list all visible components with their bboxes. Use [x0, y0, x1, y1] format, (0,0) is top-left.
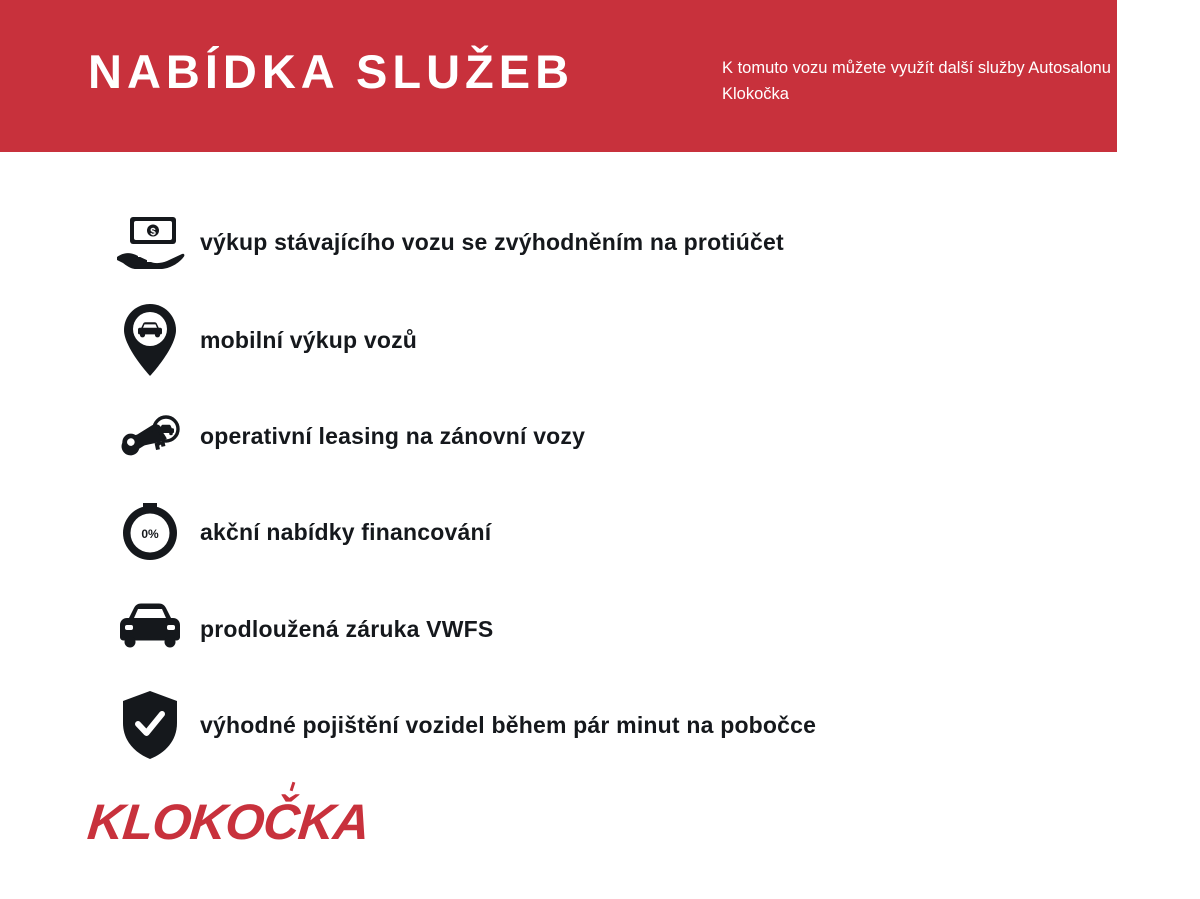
svg-text:$: $: [150, 227, 156, 238]
cash-in-hand-icon: [112, 204, 188, 280]
page-title: NABÍDKA SLUŽEB: [88, 45, 575, 98]
list-item: [112, 202, 784, 282]
banner-subtitle: K tomuto vozu můžete využít další služby Autosalonu Klokočka: [722, 59, 1111, 104]
list-item: [112, 492, 491, 572]
list-item: [112, 396, 585, 476]
map-pin-car-icon: [112, 302, 188, 378]
list-item-label: výkup stávajícího vozu se zvýhodněním na protiúčet: [200, 228, 784, 255]
list-item-label: akční nabídky financování: [200, 518, 492, 545]
logo-caron-mark: [290, 782, 296, 791]
zero-percent-label: 0%: [141, 527, 159, 541]
list-item-label: mobilní výkup vozů: [200, 326, 418, 353]
header-banner: [0, 0, 1117, 152]
brand-logo: KLOKOČKA: [85, 794, 372, 850]
shield-check-icon: [112, 687, 188, 763]
list-item-label: prodloužená záruka VWFS: [200, 615, 494, 642]
list-item: [112, 685, 816, 765]
car-front-icon: [112, 591, 188, 667]
zero-percent-icon: [112, 494, 188, 570]
list-item: [112, 589, 493, 669]
list-item-label: operativní leasing na zánovní vozy: [200, 422, 586, 449]
car-keys-icon: [112, 398, 188, 474]
list-item: [112, 300, 417, 380]
list-item-label: výhodné pojištění vozidel během pár minut na pobočce: [200, 711, 817, 738]
